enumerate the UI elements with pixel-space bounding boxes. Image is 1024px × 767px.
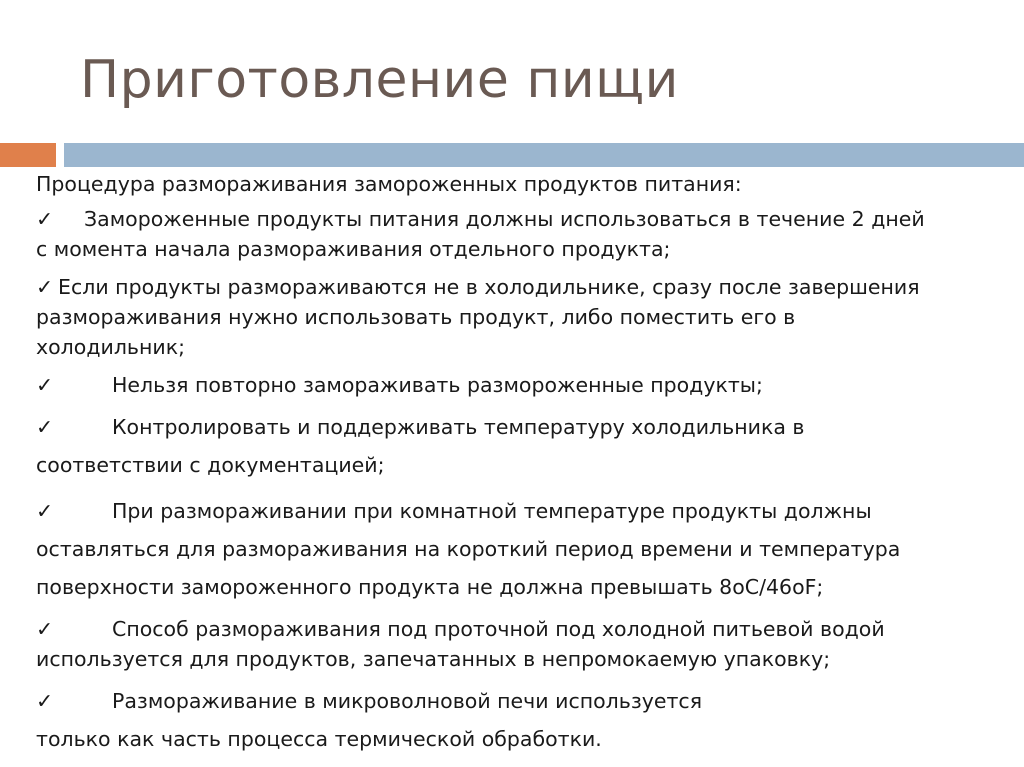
item-6-line-2: используется для продуктов, запечатанных в непромокаемую упаковку;	[36, 647, 831, 671]
title-underline-band	[64, 143, 1024, 167]
item-3-line-1: Нельзя повторно замораживать размороженные продукты;	[112, 373, 763, 397]
slide-body	[36, 169, 996, 766]
list-item-3	[36, 370, 996, 400]
intro-text: Процедура размораживания замороженных продуктов питания:	[36, 172, 742, 196]
check-icon: ✓	[36, 689, 54, 713]
item-4-line-1: Контролировать и поддерживать температуру холодильника в	[112, 415, 805, 439]
item-5-line-1: При размораживании при комнатной температуре продукты должны	[112, 499, 872, 523]
slide-title: Приготовление пищи	[80, 50, 679, 110]
item-1-line-2: с момента начала размораживания отдельного продукта;	[36, 237, 671, 261]
list-item-1	[36, 204, 996, 264]
list-item-7	[36, 682, 996, 758]
item-2-line-2: размораживания нужно использовать продукт, либо поместить его в	[36, 305, 796, 329]
check-icon: ✓	[36, 373, 54, 397]
check-icon: ✓	[36, 617, 54, 641]
item-6-line-1: Способ размораживания под проточной под холодной питьевой водой	[112, 617, 885, 641]
check-icon: ✓	[36, 207, 54, 231]
item-2-line-3: холодильник;	[36, 335, 186, 359]
item-7-line-1: Размораживание в микроволновой печи используется	[112, 689, 703, 713]
check-icon: ✓	[36, 499, 54, 523]
item-5-line-2: оставляться для размораживания на короткий период времени и температура	[36, 537, 901, 561]
accent-bar	[0, 143, 56, 167]
item-4-line-2: соответствии с документацией;	[36, 453, 385, 477]
check-icon: ✓	[36, 275, 54, 299]
list-item-2	[36, 272, 996, 362]
item-5-line-3: поверхности замороженного продукта не должна превышать 8oC/46oF;	[36, 575, 824, 599]
item-1-line-1: Замороженные продукты питания должны использоваться в течение 2 дней	[84, 207, 925, 231]
list-item-5	[36, 492, 996, 606]
item-7-line-2: только как часть процесса термической обработки.	[36, 727, 602, 751]
list-item-4	[36, 408, 996, 484]
list-item-6	[36, 614, 996, 674]
item-2-line-1: Если продукты размораживаются не в холодильнике, сразу после завершения	[58, 275, 920, 299]
check-icon: ✓	[36, 415, 54, 439]
